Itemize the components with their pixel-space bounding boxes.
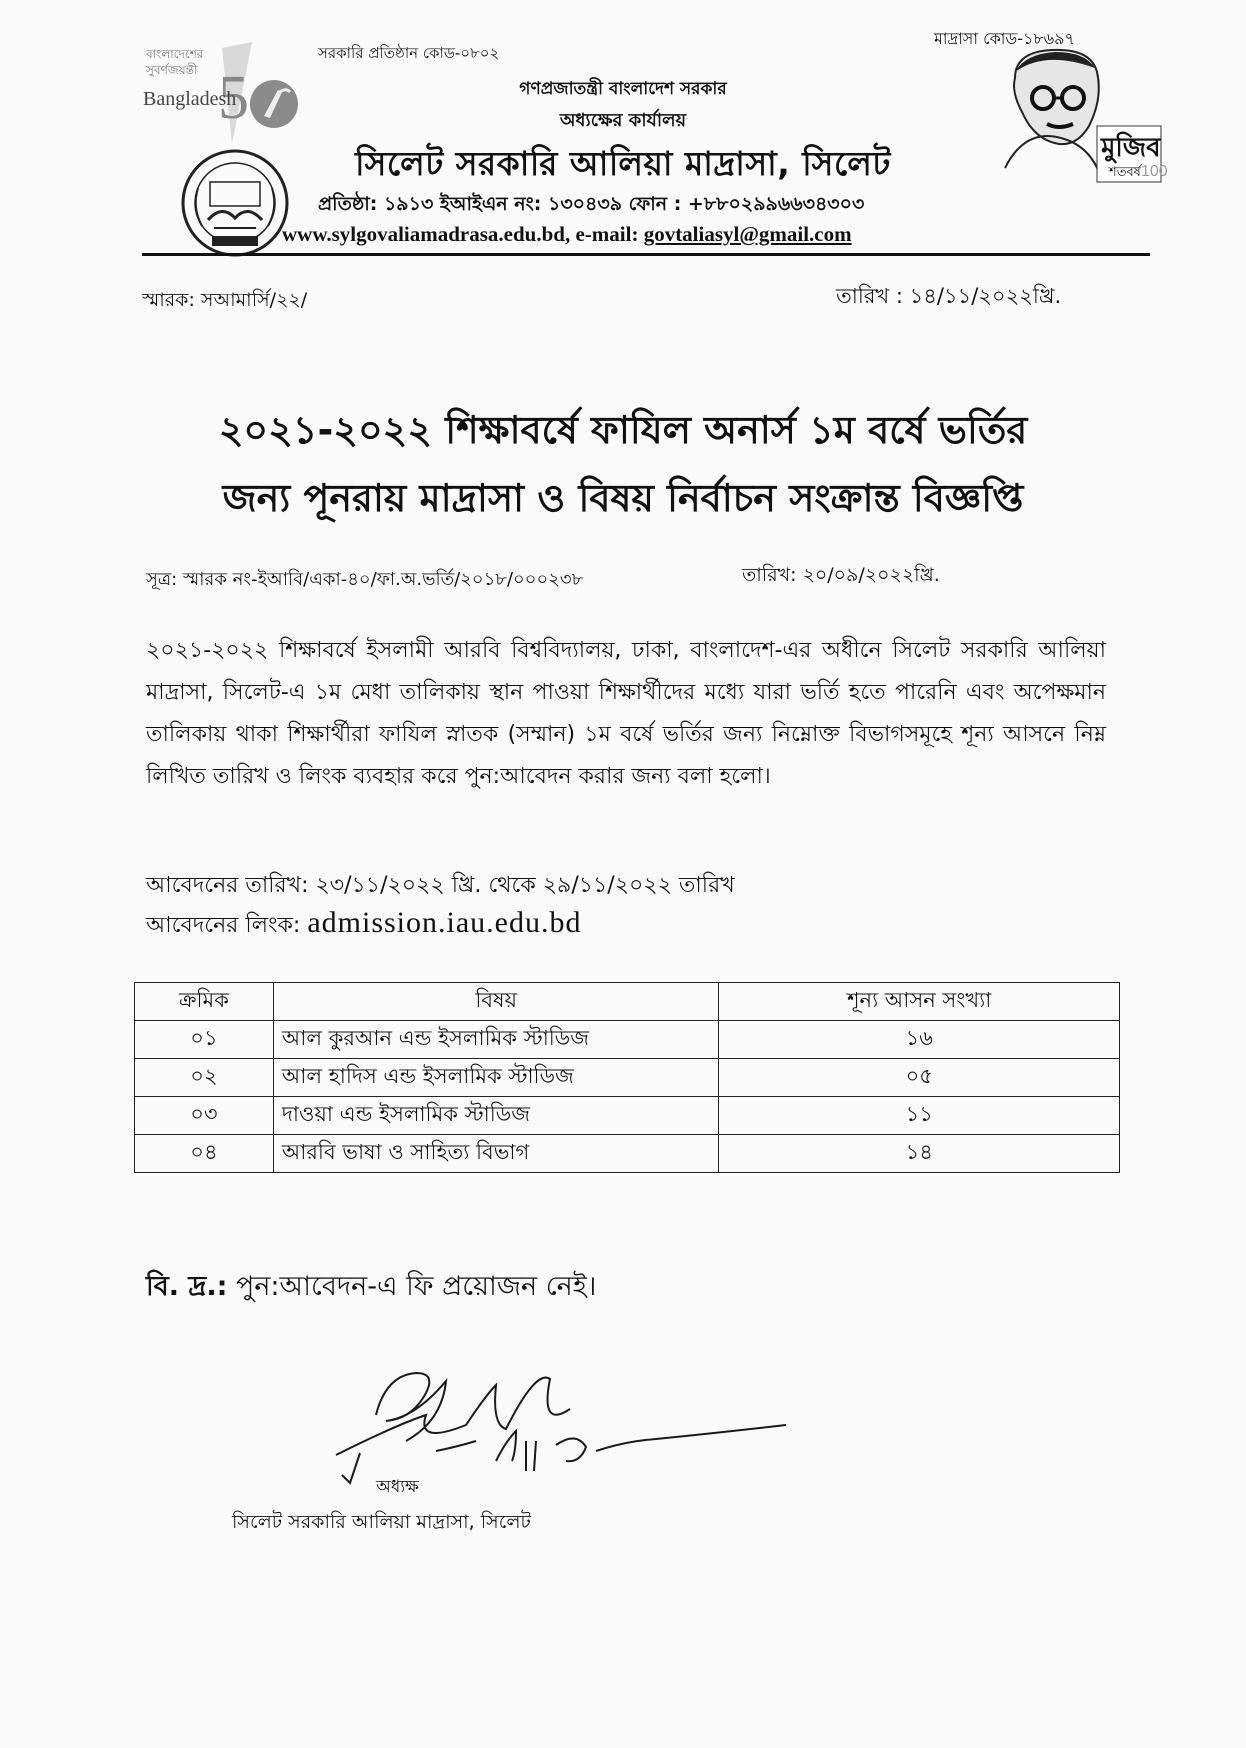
header-divider xyxy=(142,253,1150,256)
application-link-url[interactable]: admission.iau.edu.bd xyxy=(307,906,582,939)
row-seats: ০৫ xyxy=(719,1059,1120,1097)
notice-body: ২০২১-২০২২ শিক্ষাবর্ষে ইসলামী আরবি বিশ্ববিদ্যালয়, ঢাকা, বাংলাদেশ-এর অধীনে সিলেট সরকারি আলিয়া মাদ্রাসা, সিলেট-এ ১ম মেধা তালিকায় স্থান পাওয়া শিক্ষার্থীদের মধ্যে যারা ভর্তি হতে পারেনি এবং অপেক্ষমান তালিকায় থাকা শিক্ষার্থীরা ফাযিল স্নাতক (সম্মান) ১ম বর্ষে ভর্তির জন্য নিম্নোক্ত বিভাগসমূহে শূন্য আসনে নিম্ন লিখিত তারিখ ও লিংক ব্যবহার করে পুন:আবেদন করার জন্য বলা হলো। xyxy=(146,638,1106,789)
government-name: গণপ্রজাতন্ত্রী বাংলাদেশ সরকার xyxy=(519,79,727,99)
signatory-institution: সিলেট সরকারি আলিয়া মাদ্রাসা, সিলেট xyxy=(232,1511,531,1533)
row-serial: ০৩ xyxy=(135,1097,274,1135)
header-serial: ক্রমিক xyxy=(135,983,274,1021)
header-subject: বিষয় xyxy=(273,983,719,1021)
table-header-row xyxy=(135,983,1120,1021)
application-link-label: আবেদনের লিংক: xyxy=(146,913,308,938)
footnote-label: বি. দ্র.: xyxy=(146,1271,228,1302)
memo-number: স্মারক: সআমার্সি/২২/ xyxy=(142,289,308,311)
footnote xyxy=(146,1266,596,1311)
row-serial: ০৪ xyxy=(135,1135,274,1173)
header-seats: শূন্য আসন সংখ্যা xyxy=(719,983,1120,1021)
row-subject: দাওয়া এন্ড ইসলামিক স্টাডিজ xyxy=(273,1097,719,1135)
svg-text:শতবর্ষ: শতবর্ষ xyxy=(1109,165,1141,180)
contact-line xyxy=(282,222,852,247)
vacant-seats-table xyxy=(134,982,1120,1173)
table-row xyxy=(135,1021,1120,1059)
row-serial: ০২ xyxy=(135,1059,274,1097)
title-line-2: জন্য পূনরায় মাদ্রাসা ও বিষয় নির্বাচন সংক্রান্ত বিজ্ঞপ্তি xyxy=(222,476,1024,520)
table-row xyxy=(135,1097,1120,1135)
institution-name: সিলেট সরকারি আলিয়া মাদ্রাসা, সিলেট xyxy=(355,144,891,183)
principal-signature xyxy=(336,1355,806,1485)
svg-text:মুজিব: মুজিব xyxy=(1101,133,1161,163)
row-seats: ১১ xyxy=(719,1097,1120,1135)
madrasa-code: মাদ্রাসা কোড-১৮৬৯৭ xyxy=(934,29,1075,48)
svg-text:বাংলাদেশের: বাংলাদেশের xyxy=(146,47,204,61)
reference-text: সূত্র: স্মারক নং-ইআবি/একা-৪০/ফা.অ.ভর্তি/২০১৮/০০০২৩৮ xyxy=(146,569,584,590)
row-seats: ১৬ xyxy=(719,1021,1120,1059)
row-seats: ১৪ xyxy=(719,1135,1120,1173)
notice-title xyxy=(0,396,1246,532)
svg-text:সুবর্ণজয়ন্তী: সুবর্ণজয়ন্তী xyxy=(146,63,198,77)
memo-date: তারিখ : ১৪/১১/২০২২খ্রি. xyxy=(836,284,1062,308)
svg-text:100: 100 xyxy=(1141,163,1168,180)
row-subject: আল কুরআন এন্ড ইসলামিক স্টাডিজ xyxy=(273,1021,719,1059)
reference-date: তারিখ: ২০/০৯/২০২২খ্রি. xyxy=(742,564,940,586)
logo-text: Bangladesh xyxy=(143,88,237,110)
established-info: প্রতিষ্ঠা: ১৯১৩ ইআইএন নং: ১৩০৪৩৯ ফোন : +৮৮০২৯৯৬৬৩৪৩০৩ xyxy=(318,193,865,215)
table-row xyxy=(135,1135,1120,1173)
institution-code: সরকারি প্রতিষ্ঠান কোড-০৮০২ xyxy=(318,44,500,62)
footnote-text: পুন:আবেদন-এ ফি প্রয়োজন নেই। xyxy=(227,1271,597,1302)
title-line-1: ২০২১-২০২২ শিক্ষাবর্ষে ফাযিল অনার্স ১ম বর্ষে ভর্তির xyxy=(218,408,1028,452)
application-link-line xyxy=(146,906,581,945)
email-link[interactable]: govtaliasyl@gmail.com xyxy=(643,222,852,246)
row-subject: আল হাদিস এন্ড ইসলামিক স্টাডিজ xyxy=(273,1059,719,1097)
table-row xyxy=(135,1059,1120,1097)
signatory-title: অধ্যক্ষ xyxy=(376,1477,419,1497)
svg-text:5: 5 xyxy=(218,64,249,132)
application-date: আবেদনের তারিখ: ২৩/১১/২০২২ খ্রি. থেকে ২৯/১১/২০২২ তারিখ xyxy=(146,873,735,898)
office-name: অধ্যক্ষের কার্যালয় xyxy=(559,110,687,131)
row-serial: ০১ xyxy=(135,1021,274,1059)
website-text: www.sylgovaliamadrasa.edu.bd, e-mail: xyxy=(282,222,644,246)
row-subject: আরবি ভাষা ও সাহিত্য বিভাগ xyxy=(273,1135,719,1173)
